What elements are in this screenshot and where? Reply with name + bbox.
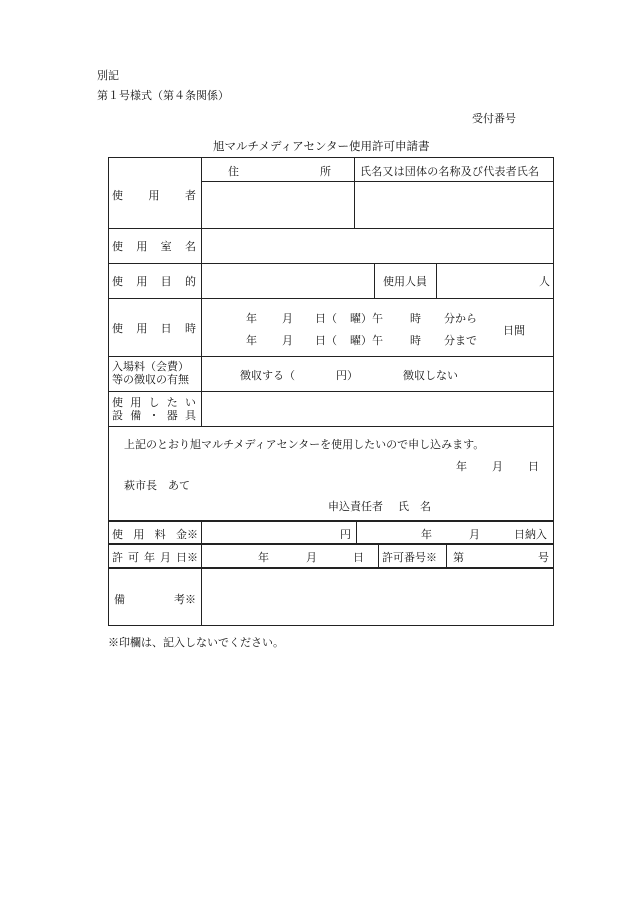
attendees-unit: 人: [539, 275, 550, 288]
purpose-field[interactable]: [203, 265, 373, 297]
address-field[interactable]: [203, 183, 353, 227]
permit-day: 日: [353, 551, 364, 564]
equipment-field[interactable]: [203, 393, 552, 425]
days-label: 日間: [503, 324, 525, 337]
permit-date-label: 許 可 年 月 日※: [112, 551, 198, 564]
address-label-right: 所: [320, 165, 331, 178]
address-label-left: 住: [228, 165, 239, 178]
form-number: 第１号様式（第４条関係）: [97, 89, 229, 102]
equipment-label: 使 用 し た い 設 備 ・ 器 具: [112, 396, 196, 422]
reception-number-label: 受付番号: [472, 112, 516, 125]
fee-yen: 円）: [336, 369, 358, 382]
payment-year: 年: [421, 528, 432, 541]
addressee: 萩市長 あて: [124, 479, 190, 492]
permit-year: 年: [258, 551, 269, 564]
attendees-field[interactable]: [438, 265, 538, 297]
attendees-label: 使用人員: [383, 275, 427, 288]
application-date-year: 年: [456, 460, 467, 473]
applicant-label: 申込責任者: [328, 500, 383, 513]
payment-day: 日納入: [514, 528, 547, 541]
name-label: 氏名又は団体の名称及び代表者氏名: [360, 165, 540, 178]
footer-note: ※印欄は、記入しないでください。: [108, 636, 284, 649]
application-statement: 上記のとおり旭マルチメディアセンターを使用したいので申し込みます。: [124, 438, 485, 451]
room-field[interactable]: [203, 230, 552, 262]
appendix-label: 別記: [97, 69, 119, 82]
permit-number-suffix: 号: [538, 551, 549, 564]
usage-fee-yen: 円: [340, 528, 351, 541]
application-date-day: 日: [528, 460, 539, 473]
usage-fee-label: 使 用 料 金※: [112, 528, 198, 541]
purpose-label: 使 用 目 的: [112, 275, 196, 288]
permit-month: 月: [306, 551, 317, 564]
fee-label: 入場料（会費） 等の徴収の有無: [112, 360, 189, 386]
remarks-label-left: 備: [114, 593, 125, 606]
payment-month: 月: [469, 528, 480, 541]
remarks-label-right: 考※: [174, 593, 196, 606]
remarks-field[interactable]: [203, 570, 552, 624]
user-label: 使 用 者: [112, 189, 196, 202]
datetime-label: 使 用 日 時: [112, 322, 196, 335]
name-field[interactable]: [356, 183, 552, 227]
application-date-month: 月: [492, 460, 503, 473]
application-form-page: 別記 第１号様式（第４条関係） 受付番号 旭マルチメディアセンター使用許可申請書 使 用 者 住 所 氏名又は団体の名称及び代表者氏名 使 用 室 名 使 用 目 的 使用人員 人 使 用 日 時 年 月 日（ 曜）午 時 分から 年 月 日（ 曜）午 時 分まで 日間 入場料（会費） 等の徴収の有無 徴収する（ 円） 徴収しない 使 用 し た い 設 備 ・ 器 具 上記のとおり旭マルチメディアセンターを使用したいので申し込みます。 年 月 日 萩市長 あて 申込責任者 氏 名 使 用 料 金※ 円 年 月 日納入 許 可 年 月 日※ 年 月 日 許可番号※ 第 号 備 考※ ※印欄は、記入しないでください。: [0, 0, 630, 903]
permit-number-label: 許可番号※: [382, 551, 437, 564]
fee-collect-option[interactable]: 徴収する（: [240, 369, 295, 382]
room-label: 使 用 室 名: [112, 240, 196, 253]
applicant-name-label: 氏 名: [398, 500, 431, 513]
fee-no-collect-option[interactable]: 徴収しない: [403, 369, 458, 382]
permit-number-prefix: 第: [453, 551, 464, 564]
page-title: 旭マルチメディアセンター使用許可申請書: [213, 139, 430, 153]
